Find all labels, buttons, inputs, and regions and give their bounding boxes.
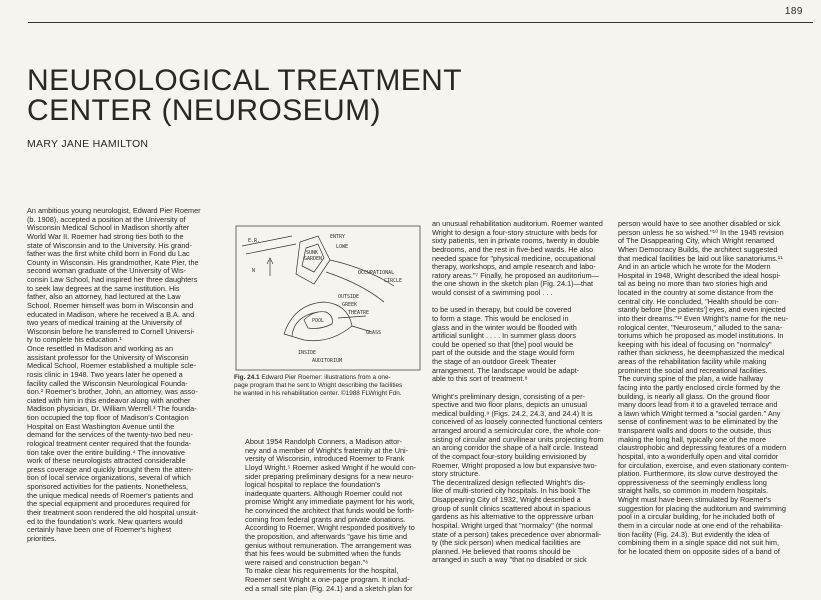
text-line: Wisconsin Medical School in Madison shortly after: [27, 223, 190, 233]
text-line: An ambitious young neurologist, Edward Pier Roemer: [27, 206, 201, 215]
text-line: into their dreams."¹² Even Wright's name for the neu-: [618, 313, 789, 323]
text-line: (b. 1908), accepted a position at the University of: [27, 214, 186, 224]
text-line: planned. He believed that rooms should be: [432, 546, 571, 556]
text-line: Madison physician, Dr. William Werrell.³ The founda-: [27, 404, 197, 414]
sketch-label-outside: OUTSIDE: [338, 294, 360, 300]
sketch-label-occupational: OCCUPATIONAL: [358, 270, 395, 276]
chapter-title-line-1: NEUROLOGICAL TREATMENT: [27, 64, 462, 97]
sketch-label-inside: INSIDE: [298, 350, 317, 356]
road-line-2: [246, 244, 296, 254]
stage-arc: [292, 312, 318, 336]
text-line: the unique medical needs of Roemer's patients and: [27, 490, 194, 500]
text-line: prominent the social and recreational facilities.: [618, 365, 768, 375]
text-line: ney and a member of Wright's fraternity at the Uni-: [245, 445, 409, 455]
text-line: artificial sunlight . . . . In summer glass doors: [432, 331, 576, 341]
text-line: to seek law degrees at the same institution. His: [27, 283, 180, 293]
header-rule: [28, 22, 813, 23]
text-line: state of Wisconsin and to the University. His grand-: [27, 240, 192, 250]
sketch-label-greek: GREEK: [342, 302, 358, 308]
text-line: father was the first white child born in Fond du Lac: [27, 249, 190, 259]
text-line: Hospital in 1948, Wright described the ideal hospi-: [618, 270, 781, 280]
text-line: needed space for "physical medicine, occupational: [432, 253, 596, 263]
text-column-1: [27, 207, 215, 543]
text-column-4: [618, 220, 808, 556]
text-line: claustrophobic and depressing features of a modern: [618, 443, 787, 453]
text-line: bedrooms, and the rest in five-bed wards. He also: [432, 244, 594, 254]
sketch-label-pool: POOL: [312, 318, 325, 324]
text-line: ed a small site plan (Fig. 24.1) and a sketch plan for: [245, 583, 413, 593]
text-line: logical hospital to replace the foundation's: [245, 480, 381, 490]
text-line: Hospital on East Washington Avenue until the: [27, 421, 175, 431]
text-line: About 1954 Randolph Conners, a Madison attor-: [245, 437, 402, 446]
text-line: their treatment soon rendered the old hospital unsuit-: [27, 507, 199, 517]
sketch-label-er: E.R.: [248, 238, 261, 244]
text-line: for circulation, exercise, and even stationary contem-: [618, 460, 789, 470]
text-line: Medical School, Roemer established a multiple scle-: [27, 361, 197, 371]
text-line: plation. Furthermore, its slow curve destroyed the: [618, 469, 778, 479]
text-line: would consist of a swimming pool . . .: [432, 288, 553, 297]
text-line: the one shown in the sketch plan (Fig. 24.1)—that: [432, 279, 594, 289]
text-line: sisting of circular and curvilinear units projecting from: [432, 434, 604, 444]
text-line: inadequate quarters. Although Roemer could not: [245, 488, 402, 498]
text-line: suggestion for placing the auditorium and swimming: [618, 503, 786, 513]
text-line: state of a person) takes precedence over abnormali-: [432, 529, 602, 539]
text-line: ed to the foundation's work. New quarters would: [27, 516, 183, 526]
text-line: sponsored activities for the patients. Nonetheless,: [27, 482, 189, 491]
text-line: tion occupied the top floor of Madison's Contagion: [27, 413, 189, 422]
text-line: sense of confinement was to be eliminated by the: [618, 417, 778, 427]
text-line: many doors lead from it to a graveled terrace and: [618, 400, 778, 410]
text-line: oppressiveness of the seemingly endless long: [618, 477, 767, 487]
text-line: World War II. Roemer had strong ties both to the: [27, 231, 184, 241]
text-line: Disappearing City of 1932, Wright described a: [432, 495, 581, 504]
text-line: Roemer, Wright proposed a low but expansive two-: [432, 460, 597, 470]
sketch-label-auditorium: AUDITORIUM: [312, 358, 343, 364]
caption-line-3: he wanted in his rehabilitation center. ©1988 FLWright Fdn.: [234, 390, 402, 397]
text-line: to form a stage. This would be enclosed in: [432, 313, 569, 323]
text-line: the stage of an outdoor Greek Theater: [432, 357, 556, 366]
text-line: conceived of as loosely connected functional centers: [432, 417, 603, 427]
text-line: arranged in such a way "that no disabled or sick: [432, 555, 587, 565]
text-line: the special equipment and procedures required for: [27, 499, 191, 509]
text-line: School. Roemer himself was born in Wisconsin and: [27, 300, 194, 310]
text-line: promise Wright any immediate payment for his work,: [245, 497, 415, 507]
text-line: demand for the services of the twenty-two bed neu-: [27, 430, 193, 440]
text-line: for he located them on opposite sides of a band of: [618, 546, 780, 556]
text-line: spective and two floor plans, depicts an unusual: [432, 400, 587, 410]
text-line: therapy, workshops, and ample research and labo-: [432, 262, 596, 272]
chapter-title-line-2: CENTER (NEUROSEUM): [27, 94, 381, 127]
text-line: that medical facilities be laid out like sanatoriums.¹¹: [618, 253, 783, 263]
text-line: When Democracy Builds, the architect suggested: [618, 244, 778, 254]
text-column-2: [245, 438, 430, 593]
text-line: straight halls, so common in modern hospitals.: [618, 486, 769, 496]
text-line: a lawn which Wright termed a "social garden." Any: [618, 408, 781, 418]
text-line: second woman graduate of the University of Wis-: [27, 266, 186, 276]
text-line: building, is nearly all glass. On the ground floor: [618, 391, 770, 401]
text-line: Lloyd Wright.⁵ Roemer asked Wright if he would con-: [245, 462, 417, 472]
text-line: toriums which he proposed as model institutions. In: [618, 331, 784, 341]
text-line: According to Roemer, Wright responded positively to: [245, 523, 415, 533]
caption-label: Fig. 24.1: [234, 374, 260, 381]
caption-line-1: Edward Pier Roemer: illustrations from a one-: [261, 374, 391, 381]
text-line: group of sunlit clinics scattered about in spacious: [432, 503, 591, 513]
text-line: hospital, into a wonderfully open and vital corridor: [618, 451, 779, 461]
text-line: combining them in a single space did not suit him,: [618, 538, 780, 548]
text-line: that his fees would be submitted when the funds: [245, 549, 401, 559]
text-line: ratory areas."⁷ Finally, he proposed an auditorium—: [432, 270, 599, 280]
text-line: facing into the partly enclosed circle formed by the: [618, 382, 781, 392]
text-line: assistant professor for the University of Wisconsin: [27, 352, 189, 362]
text-line: ciated with him in this endeavor along with another: [27, 395, 191, 405]
text-line: he convinced the architect that funds would be forth-: [245, 506, 415, 515]
text-line: rosis clinic in 1948. Two years later he opened a: [27, 369, 183, 379]
text-line: Roemer sent Wright a one-page program. It includ-: [245, 575, 410, 584]
sketch-label-garden: GARDEN: [304, 256, 323, 262]
page-number: 189: [784, 6, 803, 17]
text-line: priorities.: [27, 533, 57, 543]
text-line: Wisconsin before he transferred to Cornell Universi-: [27, 326, 195, 336]
north-arrow: [267, 258, 273, 276]
text-line: keeping with his ideal of focusing on "normalcy": [618, 339, 772, 349]
text-line: person would have to see another disabled or sick: [618, 219, 781, 228]
text-line: of the compact four-story building envisioned by: [432, 451, 587, 461]
text-line: The curving spine of the plan, a wide hallway: [618, 374, 764, 384]
text-line: arranged around a semicircular core, the whole con-: [432, 426, 601, 435]
text-line: them in a circular node at one end of the rehabilita-: [618, 520, 783, 530]
sketch-label-theatre: THEATRE: [348, 310, 370, 316]
text-line: tion facility (Fig. 24.3). But evidently the idea of: [618, 529, 770, 539]
text-line: Wright's preliminary design, consisting of a per-: [432, 391, 585, 401]
text-line: work of these neurologists attracted considerable: [27, 456, 186, 466]
text-line: could be opened so that [the] pool would be: [432, 339, 574, 349]
text-line: stantly before [the patients'] eyes, and even injected: [618, 305, 786, 315]
text-line: medical building.⁹ (Figs. 24.2, 24.3, and 24.4) It is: [432, 408, 593, 418]
caption-line-2: page program that he sent to Wright describing the facilities: [234, 382, 403, 389]
sketch-label-circle: CIRCLE: [384, 278, 403, 284]
figure-frame: [236, 226, 420, 370]
text-line: The decentralized design reflected Wright's dis-: [432, 477, 586, 487]
text-line: areas of the rehabilitation facility while making: [618, 357, 767, 366]
text-line: hospital. Wright urged that "normalcy" (the normal: [432, 520, 593, 530]
text-line: gardens as his alternative to the oppressive urban: [432, 512, 594, 522]
text-line: To make clear his requirements for the hospital,: [245, 566, 399, 576]
text-line: press coverage and quickly brought them the atten-: [27, 464, 194, 474]
text-line: person unless he so wished."¹⁰ In the 1945 revision: [618, 227, 784, 237]
text-line: ty to complete his education.¹: [27, 335, 122, 345]
text-line: part of the outside and the stage would form: [432, 348, 575, 358]
text-line: Once resettled in Madison and working as an: [27, 344, 174, 353]
chapter-title: [27, 66, 627, 126]
sketch-label-sunk: SUNK: [306, 250, 319, 256]
text-line: an arcing corridor the shape of a half circle. Instead: [432, 443, 598, 453]
text-line: tion take over the entire building.⁴ The innovative: [27, 447, 185, 457]
sketch-label-lowe: LOWE: [336, 244, 349, 250]
text-line: of The Disappearing City, which Wright renamed: [618, 236, 775, 246]
text-line: arrangement. The landscape would be adapt-: [432, 365, 580, 375]
text-line: educated in Madison, where he received a B.A. and: [27, 309, 195, 319]
text-line: like of multi-storied city hospitals. In his book The: [432, 486, 591, 496]
text-line: were raised and construction began."⁶: [245, 557, 369, 567]
text-line: the proposition, and afterwards "gave his time and: [245, 531, 407, 541]
text-line: tion of local service organizations, several of which: [27, 473, 191, 483]
text-line: father, also an attorney, had lectured at the Law: [27, 292, 181, 302]
text-line: an unusual rehabilitation auditorium. Roemer wanted: [432, 219, 603, 228]
text-line: making the long hall, typically one of the more: [618, 434, 767, 444]
text-line: sider preparing preliminary designs for a new neuro-: [245, 471, 414, 481]
text-line: story structure.: [432, 469, 481, 479]
text-line: Wright to design a four-story structure with beds for: [432, 227, 598, 237]
text-line: transparent walls and doors to the outside, thus: [618, 426, 772, 435]
text-line: ty (the sick person) when medical facilities are: [432, 538, 581, 548]
text-line: tion.² Roemer's brother, John, an attorney, was asso-: [27, 387, 198, 397]
text-line: rological treatment center required that the founda-: [27, 438, 192, 448]
text-line: two years of medical training at the University of: [27, 318, 182, 328]
sketch-label-entry: ENTRY: [330, 234, 346, 240]
text-line: certainly have been one of Roemer's highest: [27, 525, 172, 535]
text-line: sixty patients, ten in private rooms, twenty in double: [432, 236, 600, 246]
text-column-3: [432, 220, 617, 565]
text-line: located in the country at some distance from the: [618, 288, 774, 297]
figure-sketch: [234, 224, 422, 372]
text-line: And in an article which he wrote for the Modern: [618, 262, 771, 272]
figure-caption: [234, 374, 424, 398]
text-line: versity of Wisconsin, introduced Roemer to Frank: [245, 454, 405, 464]
text-line: rather than sickness, he deemphasized the medical: [618, 348, 785, 358]
text-line: rological center, "Neuroseum," alluded to the sana-: [618, 322, 783, 332]
text-line: Wright must have been stimulated by Roemer's: [618, 495, 771, 504]
text-line: coming from federal grants and private donations.: [245, 514, 406, 524]
text-line: glass and in the winter would be flooded with: [432, 322, 577, 332]
text-line: pool in a circular building, for he included both of: [618, 512, 775, 522]
text-line: consin Law School, had inspired her three daughters: [27, 275, 198, 284]
site-plan-sketch: [234, 224, 422, 372]
text-line: genius without remuneration. The arrangement was: [245, 540, 412, 550]
text-line: central city. He concluded, "Health should be con-: [618, 296, 779, 306]
text-line: facility called the Wisconsin Neurological Founda-: [27, 378, 188, 388]
author-name: MARY JANE HAMILTON: [27, 138, 149, 150]
text-line: tal as being no more than two stories high and: [618, 279, 768, 289]
text-line: County in Wisconsin. His grandmother, Kate Pier, the: [27, 257, 199, 267]
sketch-label-n: N: [252, 268, 256, 274]
text-line: to be used in therapy, but could be covered: [432, 305, 572, 315]
text-line: able to this sort of treatment.⁸: [432, 374, 528, 384]
sketch-label-glass: GLASS: [366, 330, 382, 336]
